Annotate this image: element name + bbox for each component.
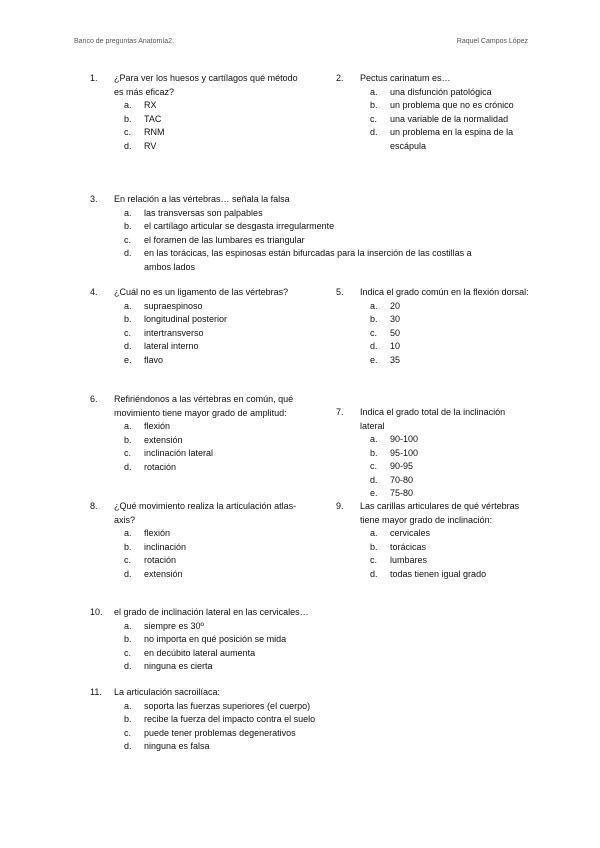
question-6 [90, 393, 305, 474]
option-item [370, 327, 531, 341]
option-text: longitudinal posterior [144, 314, 228, 324]
question-number: 11. [90, 687, 102, 697]
option-item [370, 86, 531, 100]
option-item [370, 113, 531, 127]
option-label: d. [370, 341, 378, 351]
option-item [124, 220, 500, 234]
question-11 [90, 686, 370, 754]
option-item [370, 460, 531, 474]
question-5 [336, 286, 531, 367]
option-item [124, 447, 305, 461]
option-label: d. [124, 140, 132, 151]
option-item [370, 313, 531, 327]
option-text: cervicales [390, 528, 431, 538]
option-text: torácicas [390, 541, 427, 552]
option-label: e. [124, 354, 132, 365]
option-text: un problema en la espina de la escápula [390, 127, 514, 151]
option-item [124, 99, 305, 113]
option-text: ninguna es cierta [144, 661, 213, 671]
option-item [370, 99, 531, 113]
question-10 [90, 606, 350, 674]
option-label: a. [370, 86, 378, 97]
question-number: 6. [90, 394, 98, 404]
option-item [124, 568, 305, 582]
question-number: 5. [336, 287, 344, 297]
option-item [124, 647, 350, 661]
option-item [124, 660, 350, 674]
option-text: RX [144, 100, 157, 110]
question-number: 10. [90, 607, 103, 617]
question-2 [336, 72, 531, 153]
option-label: d. [370, 127, 378, 137]
option-item [124, 207, 500, 221]
option-text: supraespinoso [144, 300, 203, 311]
question-8 [90, 500, 305, 581]
option-label: b. [370, 541, 378, 552]
option-text: el foramen de las lumbares es triangular [144, 234, 305, 245]
option-text: flavo [144, 354, 164, 365]
option-label: b. [124, 714, 132, 724]
option-text: flexión [144, 421, 171, 431]
option-label: d. [124, 568, 132, 579]
option-text: un problema que no es crónico [390, 100, 514, 110]
option-text: las transversas son palpables [144, 207, 263, 218]
option-text: 50 [390, 327, 401, 338]
option-item [370, 487, 531, 501]
option-text: 95-100 [390, 447, 419, 458]
question-text: Refiriéndonos a las vértebras en común, qué movimiento tiene mayor grado de amplitud: [114, 394, 294, 418]
option-item [124, 620, 350, 634]
option-label: c. [124, 555, 132, 565]
option-label: a. [370, 300, 378, 311]
option-text: RNM [144, 127, 165, 137]
option-label: d. [124, 248, 132, 258]
option-text: 10 [390, 341, 401, 351]
option-item [124, 354, 305, 368]
option-text: 20 [390, 300, 401, 311]
question-number: 8. [90, 501, 98, 511]
option-item [124, 700, 370, 714]
option-label: d. [370, 568, 378, 579]
option-label: c. [124, 127, 132, 137]
option-label: c. [370, 461, 378, 471]
option-label: c. [124, 234, 132, 245]
option-text: 90-100 [390, 434, 419, 444]
option-label: c. [370, 327, 378, 338]
option-item [124, 527, 305, 541]
question-number: 7. [336, 407, 344, 417]
option-item [370, 474, 531, 488]
option-label: c. [124, 327, 132, 338]
option-item [124, 300, 305, 314]
option-text: soporta las fuerzas superiores (el cuerpo) [144, 700, 311, 711]
option-item [370, 433, 531, 447]
option-item [370, 300, 531, 314]
option-label: b. [124, 434, 132, 445]
option-item [124, 247, 500, 274]
option-item [124, 313, 305, 327]
option-label: a. [124, 620, 132, 631]
option-text: inclinación lateral [144, 448, 214, 458]
option-item [124, 633, 350, 647]
option-item [370, 568, 531, 582]
option-text: 30 [390, 314, 401, 324]
question-text: ¿Cuál no es un ligamento de las vértebras? [114, 287, 289, 297]
option-item [124, 713, 370, 727]
option-item [370, 340, 531, 354]
option-label: d. [124, 341, 132, 351]
option-item [370, 447, 531, 461]
option-item [124, 327, 305, 341]
option-label: b. [370, 447, 378, 458]
option-text: en las torácicas, las espinosas están bifurcadas para la inserción de las costillas a ambos lados [144, 248, 472, 272]
option-label: b. [124, 113, 132, 124]
option-text: rotación [144, 555, 177, 565]
option-label: b. [370, 314, 378, 324]
option-text: todas tienen igual grado [390, 568, 487, 579]
header-left: Banco de preguntas Anatomía2. [74, 38, 175, 45]
option-item [124, 340, 305, 354]
option-item [124, 740, 370, 754]
option-text: inclinación [144, 541, 187, 552]
option-label: d. [124, 461, 132, 472]
option-text: TAC [144, 113, 162, 124]
option-label: a. [124, 300, 132, 311]
question-text: Pectus carinatum es… [360, 73, 451, 83]
option-item [124, 140, 305, 154]
option-text: 35 [390, 354, 401, 365]
option-item [370, 554, 531, 568]
option-label: e. [370, 354, 378, 365]
question-7 [336, 406, 531, 501]
question-text: el grado de inclinación lateral en las cervicales… [114, 607, 309, 617]
option-label: d. [124, 741, 132, 751]
option-label: a. [124, 528, 132, 538]
option-text: una disfunción patológica [390, 86, 492, 97]
option-label: a. [124, 421, 132, 431]
option-item [124, 126, 305, 140]
option-item [124, 727, 370, 741]
option-label: c. [124, 448, 132, 458]
option-item [370, 126, 531, 153]
option-text: intertransverso [144, 327, 204, 338]
question-number: 1. [90, 73, 98, 83]
option-label: a. [370, 528, 378, 538]
option-label: a. [124, 700, 132, 711]
option-text: siempre es 30º [144, 620, 204, 631]
option-item [370, 527, 531, 541]
option-text: extensión [144, 568, 183, 579]
question-number: 3. [90, 194, 98, 204]
question-text: Las carillas articulares de qué vértebras tiene mayor grado de inclinación: [360, 501, 520, 525]
option-item [124, 541, 305, 555]
option-label: c. [370, 555, 378, 565]
question-4 [90, 286, 305, 367]
option-item [124, 434, 305, 448]
option-item [124, 234, 500, 248]
option-item [370, 541, 531, 555]
option-text: una variable de la normalidad [390, 113, 509, 124]
option-label: a. [124, 100, 132, 110]
option-text: el cartílago articular se desgasta irregularmente [144, 221, 335, 231]
option-text: puede tener problemas degenerativos [144, 727, 296, 738]
question-9 [336, 500, 531, 581]
option-item [124, 461, 305, 475]
option-item [124, 420, 305, 434]
option-label: e. [370, 488, 378, 498]
option-text: ninguna es falsa [144, 741, 210, 751]
option-label: c. [370, 113, 378, 124]
option-label: d. [124, 661, 132, 671]
header-right: Raquel Campos López [456, 38, 528, 45]
option-text: 70-80 [390, 474, 414, 485]
option-label: c. [124, 727, 132, 738]
option-item [124, 113, 305, 127]
question-number: 4. [90, 287, 98, 297]
question-number: 9. [336, 501, 344, 511]
option-item [370, 354, 531, 368]
option-text: en decúbito lateral aumenta [144, 647, 256, 658]
question-text: La articulación sacroilíaca: [114, 687, 221, 697]
question-text: Indica el grado total de la inclinación lateral [360, 407, 506, 431]
question-text: ¿Para ver los huesos y cartílagos qué método es más eficaz? [114, 73, 298, 97]
option-text: lumbares [390, 555, 428, 565]
question-text: En relación a las vértebras… señala la falsa [114, 194, 290, 204]
question-text: Indica el grado común en la flexión dorsal: [360, 287, 529, 297]
option-label: a. [124, 207, 132, 218]
option-label: c. [124, 647, 132, 658]
option-text: 75-80 [390, 488, 414, 498]
option-text: rotación [144, 461, 177, 472]
question-text: ¿Qué movimiento realiza la articulación atlas- axis? [114, 501, 297, 525]
option-label: b. [124, 541, 132, 552]
option-label: d. [370, 474, 378, 485]
option-label: a. [370, 434, 378, 444]
option-text: flexión [144, 528, 171, 538]
option-label: b. [124, 314, 132, 324]
option-text: extensión [144, 434, 183, 445]
option-label: b. [370, 100, 378, 110]
option-label: b. [124, 634, 132, 644]
question-number: 2. [336, 73, 344, 83]
option-label: b. [124, 221, 132, 231]
option-text: recibe la fuerza del impacto contra el suelo [144, 714, 316, 724]
question-3 [90, 193, 500, 274]
option-text: RV [144, 140, 157, 151]
option-text: no importa en qué posición se mida [144, 634, 287, 644]
option-text: lateral interno [144, 341, 199, 351]
option-text: 90-95 [390, 461, 414, 471]
question-1 [90, 72, 305, 153]
option-item [124, 554, 305, 568]
